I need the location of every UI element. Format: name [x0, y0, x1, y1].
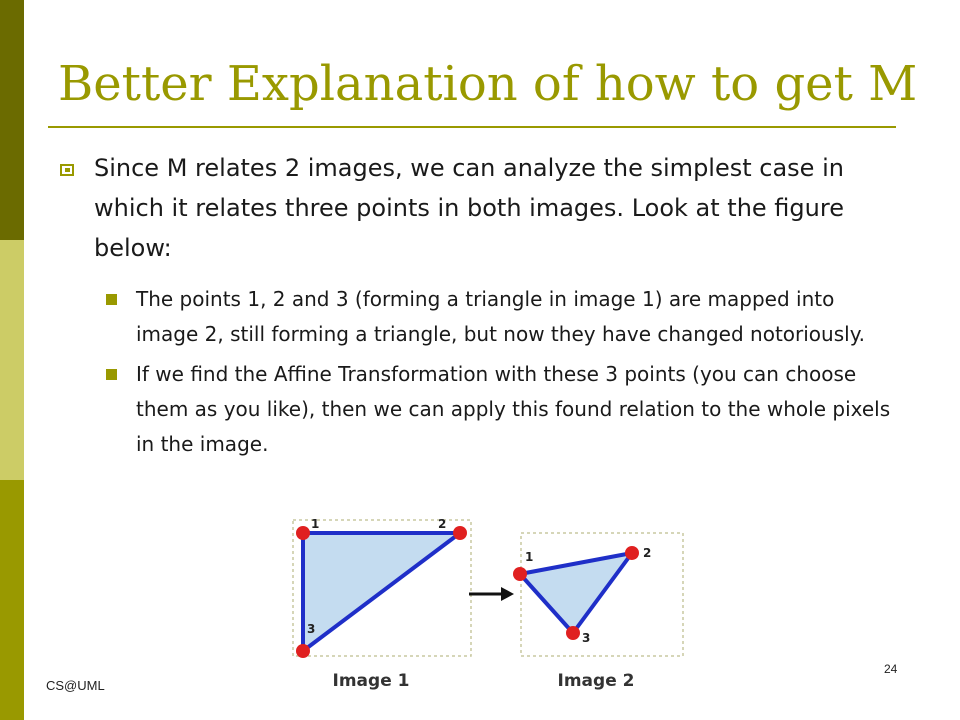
image-2-label-1: 1: [525, 550, 534, 564]
image-1-label-3: 3: [307, 622, 316, 636]
sub-bullet-text: The points 1, 2 and 3 (forming a triangle in image 1) are mapped into image 2, still forming a triangle, but now they have changed notoriously.: [136, 287, 866, 346]
sub-bullet-item: [106, 357, 896, 462]
square-bullet-icon: [60, 164, 74, 176]
image-2-label-3: 3: [582, 631, 591, 645]
affine-transform-figure: [285, 508, 695, 698]
title-underline: [48, 126, 896, 128]
side-bar-bottom: [0, 480, 24, 720]
image-1-caption: Image 1: [332, 671, 410, 691]
image-2-point-3: [566, 626, 580, 640]
right-arrow-icon: [469, 587, 514, 601]
side-bar-middle: [0, 240, 24, 480]
slide-title: Better Explanation of how to get M: [58, 56, 918, 112]
sub-bullet-list: [106, 282, 896, 467]
image-2-triangle: [520, 553, 632, 633]
filled-square-bullet-icon: [106, 294, 117, 305]
page-number: 24: [884, 662, 898, 676]
image-2-point-2: [625, 546, 639, 560]
image-1-label-1: 1: [311, 517, 320, 531]
footer-org-label: CS@UML: [46, 678, 105, 693]
image-1-point-2: [453, 526, 467, 540]
image-2-panel: [513, 533, 683, 691]
image-1-point-1: [296, 526, 310, 540]
filled-square-bullet-icon: [106, 369, 117, 380]
image-2-caption: Image 2: [557, 671, 635, 691]
main-bullet-text: Since M relates 2 images, we can analyze the simplest case in which it relates three points in both images. Look at the figure below:: [94, 154, 844, 262]
image-1-point-3: [296, 644, 310, 658]
sub-bullet-item: [106, 282, 896, 352]
main-bullet: [60, 148, 880, 268]
image-2-label-2: 2: [643, 546, 652, 560]
image-1-panel: [293, 517, 471, 691]
image-1-label-2: 2: [438, 517, 447, 531]
image-2-point-1: [513, 567, 527, 581]
image-1-triangle: [303, 533, 460, 651]
sub-bullet-text: If we find the Affine Transformation with these 3 points (you can choose them as you like), then we can apply this found relation to the whole pixels in the image.: [136, 362, 891, 456]
side-bar-top: [0, 0, 24, 240]
